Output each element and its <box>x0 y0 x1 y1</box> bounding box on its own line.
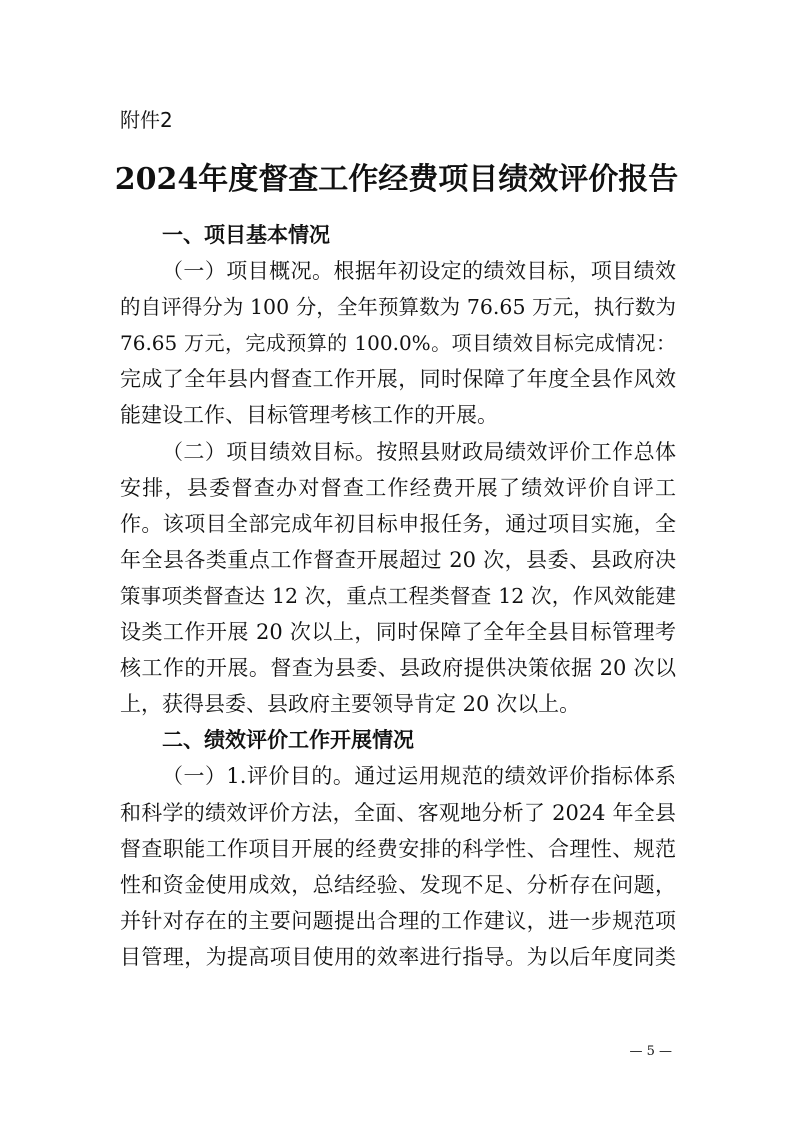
paragraph-line: 并针对存在的主要问题提出合理的工作建议，进一步规范项 <box>120 908 676 933</box>
paragraph-line: 和科学的绩效评价方法，全面、客观地分析了 2024 年全县 <box>120 800 676 825</box>
paragraph-line: 核工作的开展。督查为县委、县政府提供决策依据 20 次以 <box>120 656 676 681</box>
paragraph-line: （一）项目概况。根据年初设定的绩效目标，项目绩效 <box>162 259 676 284</box>
paragraph-line: 作。该项目全部完成年初目标申报任务，通过项目实施，全 <box>120 511 676 536</box>
paragraph-line: 性和资金使用成效，总结经验、发现不足、分析存在问题， <box>120 872 676 897</box>
document-title: 2024年度督查工作经费项目绩效评价报告 <box>114 162 679 197</box>
paragraph-line: 完成了全年县内督查工作开展，同时保障了年度全县作风效 <box>120 367 676 392</box>
section-heading: 二、绩效评价工作开展情况 <box>162 728 414 753</box>
paragraph-line: 策事项类督查达 12 次，重点工程类督查 12 次，作风效能建 <box>120 583 676 608</box>
paragraph-line: 安排，县委督查办对督查工作经费开展了绩效评价自评工 <box>120 475 676 500</box>
paragraph-line: 上，获得县委、县政府主要领导肯定 20 次以上。 <box>120 692 581 717</box>
paragraph-line: 督查职能工作项目开展的经费安排的科学性、合理性、规范 <box>120 836 676 861</box>
paragraph-line: 76.65 万元，完成预算的 100.0%。项目绩效目标完成情况： <box>120 331 676 356</box>
document-body <box>120 217 676 975</box>
paragraph-line: （二）项目绩效目标。按照县财政局绩效评价工作总体 <box>162 439 676 464</box>
paragraph-line: 年全县各类重点工作督查开展超过 20 次，县委、县政府决 <box>120 547 676 572</box>
paragraph-line: 目管理，为提高项目使用的效率进行指导。为以后年度同类 <box>120 944 676 969</box>
attachment-label: 附件2 <box>120 108 173 132</box>
paragraph-line: 设类工作开展 20 次以上，同时保障了全年全县目标管理考 <box>120 620 676 645</box>
page-number: — 5 — <box>629 1044 672 1059</box>
paragraph-line: 能建设工作、目标管理考核工作的开展。 <box>120 403 498 428</box>
paragraph-line: 的自评得分为 100 分，全年预算数为 76.65 万元，执行数为 <box>120 295 676 320</box>
section-heading: 一、项目基本情况 <box>162 223 330 247</box>
paragraph-line: （一）1.评价目的。通过运用规范的绩效评价指标体系 <box>162 764 676 789</box>
